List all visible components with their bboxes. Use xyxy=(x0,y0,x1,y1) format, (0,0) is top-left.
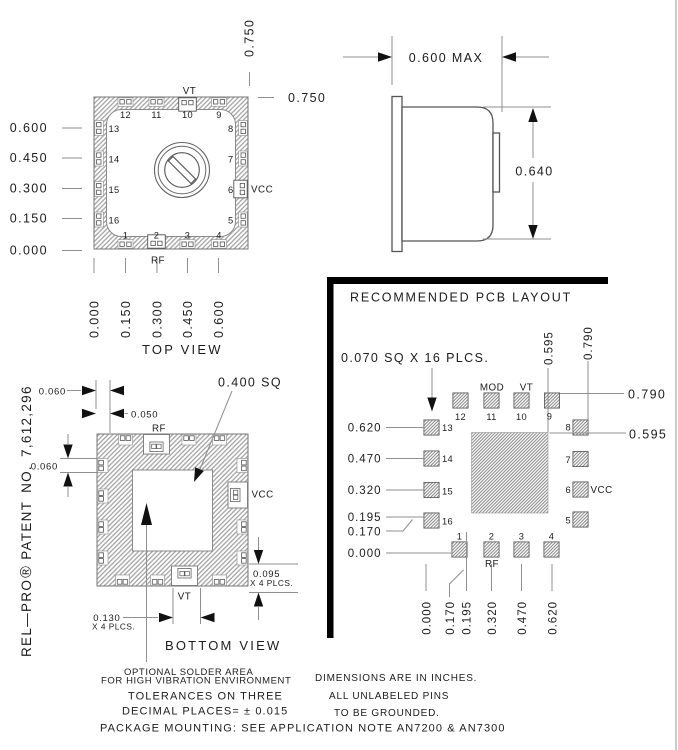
note-line: PACKAGE MOUNTING: SEE APPLICATION NOTE AN7200 & AN7300 xyxy=(100,722,506,735)
pcb-left-bent-leader xyxy=(386,520,413,532)
rf-pin-label: RF xyxy=(484,559,500,570)
vcc-pin-label: VCC xyxy=(590,485,613,496)
pin-number: 7 xyxy=(565,455,571,465)
dim-label: 0.320 xyxy=(347,485,382,497)
pcb-frame-top xyxy=(327,277,608,284)
note-line: TOLERANCES ON THREE xyxy=(128,690,283,703)
side-view xyxy=(343,36,554,252)
mod-pin-label: MOD xyxy=(479,382,505,394)
pcb-layout xyxy=(327,277,667,638)
dim-label: 0.150 xyxy=(9,211,48,226)
note-line: TO BE GROUNDED. xyxy=(334,708,440,719)
dim-note: X 4 PLCS. xyxy=(250,578,294,588)
pcb-bottom-bent-leader xyxy=(450,570,464,597)
vcc-pin-label: VCC xyxy=(251,184,274,196)
dim-label: 0.620 xyxy=(347,422,382,435)
pin-number: 9 xyxy=(546,411,553,422)
bottom-view-title: BOTTOM VIEW xyxy=(165,638,282,653)
pin-number: 6 xyxy=(565,485,571,495)
pin-number: 14 xyxy=(442,454,453,464)
dim-label: 0.450 xyxy=(181,299,195,338)
pad-spec-arrow xyxy=(427,368,436,412)
svg-text:REL—PRO®PATENT NO. 7,612,296 xyxy=(18,385,35,657)
dim-note: X 4 PLCS. xyxy=(92,621,136,632)
pin-number: 12 xyxy=(455,412,466,422)
pin-number: 4 xyxy=(216,230,222,241)
dim-label: 0.595 xyxy=(629,427,668,442)
side-view-tab xyxy=(493,133,500,192)
dim-label: 0.130 xyxy=(93,613,121,624)
bottom-view xyxy=(31,376,298,663)
pin-number: 14 xyxy=(108,154,120,165)
dim-label: 0.050 xyxy=(131,409,159,421)
pcb-layout-title: RECOMMENDED PCB LAYOUT xyxy=(350,290,573,305)
dim-label: 0.195 xyxy=(461,601,474,635)
pin-number: 3 xyxy=(184,230,191,241)
rf-pin-label: RF xyxy=(151,423,167,435)
pin-number: 15 xyxy=(442,486,453,497)
pin-number: 15 xyxy=(108,185,120,195)
pin-number: 11 xyxy=(486,412,497,422)
dim-label: 0.790 xyxy=(583,326,595,360)
dim-label: 0.300 xyxy=(9,181,48,196)
dim-label: 0.000 xyxy=(421,601,434,635)
pin-number: 4 xyxy=(548,531,555,542)
pin-number: 13 xyxy=(442,423,453,433)
pin-number: 7 xyxy=(228,154,234,165)
dim-label: 0.060 xyxy=(30,461,58,473)
notes xyxy=(100,667,506,735)
pin-number: 16 xyxy=(108,215,120,226)
top-view xyxy=(10,19,327,357)
pin-number: 8 xyxy=(565,422,571,433)
dim-label: 0.300 xyxy=(150,299,165,338)
dim-label: 0.320 xyxy=(487,601,499,635)
pin-number: 6 xyxy=(228,185,234,195)
pad-height-dim xyxy=(249,537,298,620)
dim-label: 0.620 xyxy=(547,601,560,635)
dim-label: 0.640 xyxy=(515,164,554,179)
dim-label: 0.170 xyxy=(347,526,382,539)
dim-label: 0.000 xyxy=(347,548,382,560)
top-view-package-body xyxy=(107,110,236,237)
vcc-pin-label: VCC xyxy=(251,489,274,501)
pin-number: 9 xyxy=(216,110,222,120)
dim-label: 0.150 xyxy=(119,299,133,338)
dim-label: 0.195 xyxy=(347,512,382,524)
pin-number: 10 xyxy=(182,110,193,120)
dim-label: 0.470 xyxy=(347,453,382,466)
pin-number: 3 xyxy=(518,531,525,542)
pin-number: 8 xyxy=(228,124,234,134)
dim-label: 0.750 xyxy=(288,91,327,105)
dim-label: 0.450 xyxy=(9,151,48,165)
top-view-left-ticks xyxy=(62,128,82,251)
dim-label: 0.600 xyxy=(212,299,226,338)
dim-label: 0.600 xyxy=(9,121,48,135)
vt-pin-label: VT xyxy=(177,591,192,603)
pin-number: 1 xyxy=(456,531,463,542)
dim-label: 0.790 xyxy=(628,387,667,402)
vt-pin-label: VT xyxy=(519,382,534,394)
pin-number: 13 xyxy=(108,124,120,134)
note-line: FOR HIGH VIBRATION ENVIRONMENT xyxy=(101,675,292,687)
registered-icon: ® xyxy=(18,564,35,578)
side-view-height-dim xyxy=(515,108,553,239)
brand-name: REL—PRO xyxy=(19,578,34,657)
patent-number: PATENT NO. 7,612,296 xyxy=(19,385,34,560)
pad-spec-label: 0.070 SQ X 16 PLCS. xyxy=(341,351,490,365)
side-view-body xyxy=(402,107,493,241)
dim-label: 0.595 xyxy=(543,331,556,365)
edge-gap-dims xyxy=(39,380,159,433)
note-line: ALL UNLABELED PINS xyxy=(329,691,450,702)
patent-text xyxy=(18,385,35,657)
pcb-center-pad xyxy=(472,433,549,514)
big-pad-dim xyxy=(92,588,215,632)
pcb-frame-left xyxy=(327,277,334,638)
top-view-title: TOP VIEW xyxy=(142,342,223,357)
dim-label: 0.095 xyxy=(253,569,281,580)
dim-label: 0.470 xyxy=(517,601,529,635)
dim-label: 0.400 SQ xyxy=(218,375,283,390)
pin-number: 16 xyxy=(442,516,453,527)
rf-pin-label: RF xyxy=(150,255,166,267)
dim-label: 0.600 MAX xyxy=(408,51,484,65)
dim-label: 0.060 xyxy=(38,386,66,398)
dim-label: 0.000 xyxy=(87,299,102,338)
pin-number: 10 xyxy=(516,412,527,422)
pin-number: 12 xyxy=(120,110,131,120)
pin-number: 2 xyxy=(488,531,495,542)
center-solder-pad xyxy=(133,470,213,551)
vt-pin-label: VT xyxy=(182,86,197,97)
side-pad-dim xyxy=(31,434,97,497)
pin-number: 5 xyxy=(565,515,571,526)
pin-number: 1 xyxy=(122,230,129,241)
pin-number: 5 xyxy=(228,215,234,226)
note-line: DIMENSIONS ARE IN INCHES. xyxy=(315,673,478,684)
side-view-depth-dim xyxy=(343,51,549,65)
pin-number: 11 xyxy=(151,110,162,120)
side-view-lid xyxy=(392,97,402,252)
dim-label: 0.170 xyxy=(445,601,457,635)
note-line: OPTIONAL SOLDER AREA xyxy=(124,667,254,678)
pin-number: 2 xyxy=(153,230,160,241)
dim-label: 0.000 xyxy=(9,243,48,258)
note-line: DECIMAL PLACES= ± 0.015 xyxy=(122,705,289,718)
dim-label: 0.750 xyxy=(242,18,257,57)
